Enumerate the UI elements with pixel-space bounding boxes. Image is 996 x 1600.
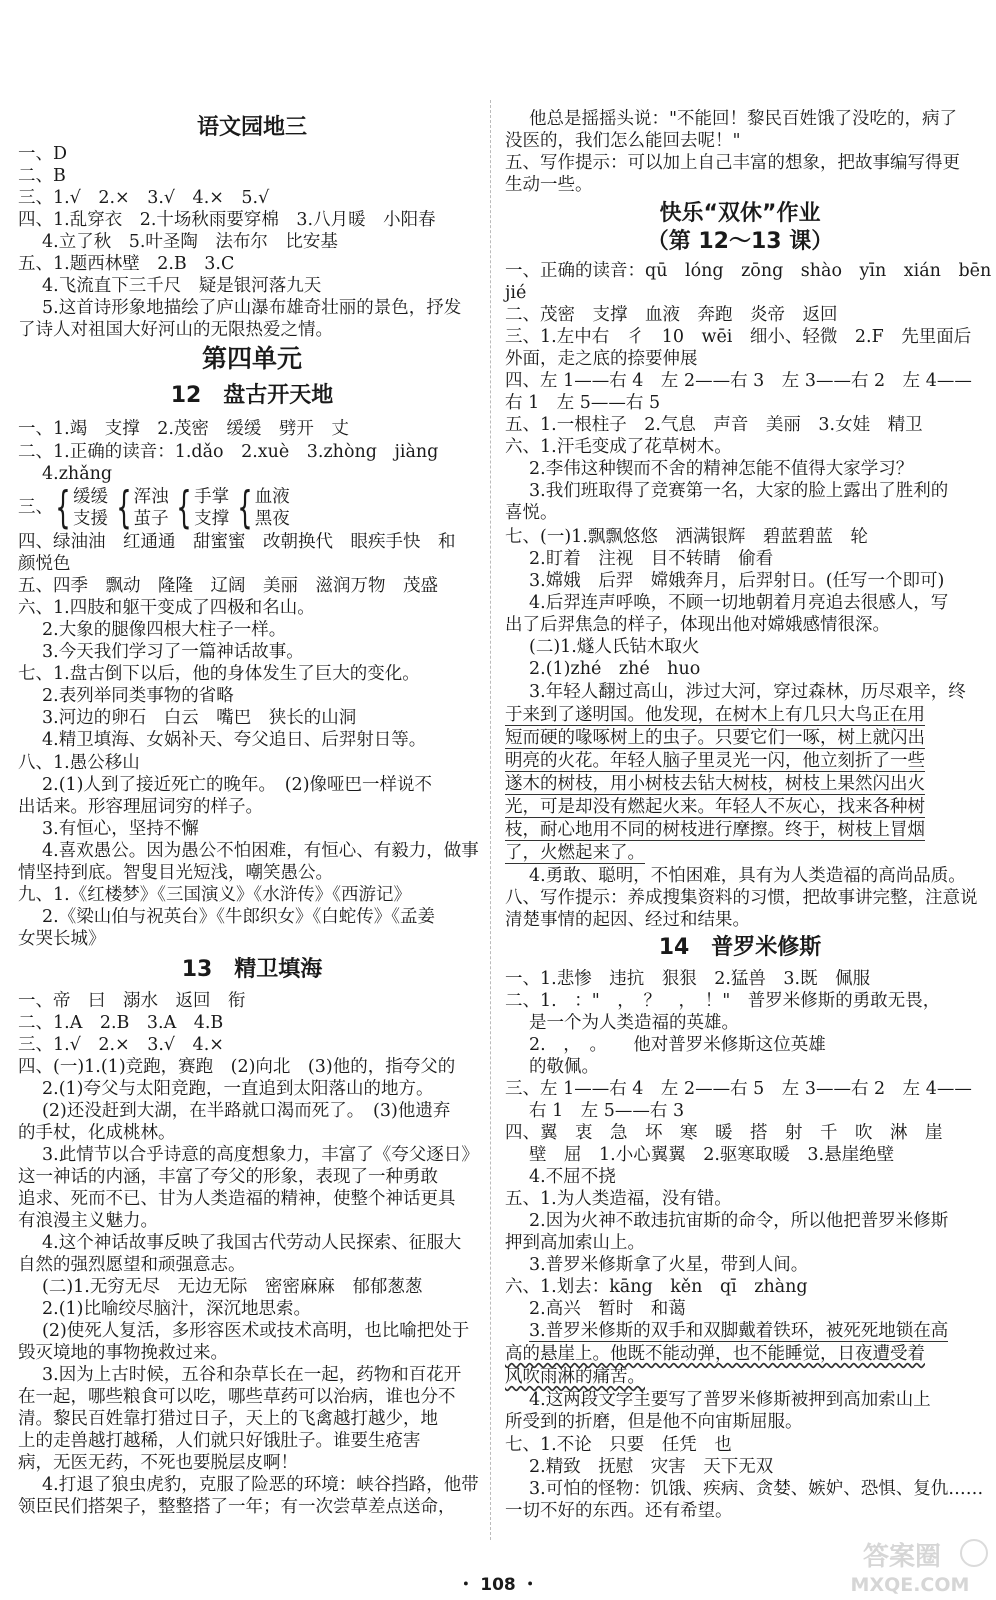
answer-line: 出了后羿焦急的样子，体现出他对嫦娥感情很深。 xyxy=(505,615,890,635)
answer-line: 3.此情节以合乎诗意的高度想象力，丰富了《夸父逐日》 xyxy=(42,1145,479,1165)
underlined-line: 了，火燃起来了。 xyxy=(505,843,645,863)
lesson-title: 12 盘古开天地 xyxy=(170,383,334,408)
answer-line: 二、B xyxy=(18,166,66,186)
answer-line: 追求、死而不已、甘为人类造福的精神，使整个神话更具 xyxy=(18,1189,456,1209)
answer-line: 是一个为人类造福的英雄。 xyxy=(529,1013,739,1033)
answer-line: 4.飞流直下三千尺 疑是银河落九天 xyxy=(42,276,322,296)
answer-line: 4.勇敢、聪明，不怕困难，具有为人类造福的高尚品质。 xyxy=(529,866,966,886)
word-pair: 缓缓 支援 xyxy=(73,487,108,529)
answer-line: 没医的，我们怎么能回去呢！" xyxy=(505,131,741,151)
answer-line: 七、1.盘古倒下以后，他的身体发生了巨大的变化。 xyxy=(18,664,420,684)
answer-line: 一、1.悲惨 违抗 狠狠 2.猛兽 3.既 佩服 xyxy=(505,969,871,989)
watermark-logo-icon xyxy=(830,1535,990,1597)
answer-line: 2.精致 抚慰 灾害 天下无双 xyxy=(529,1457,774,1477)
answer-line: 五、四季 飘动 隆隆 辽阔 美丽 滋润万物 茂盛 xyxy=(18,576,438,596)
answer-line: 3.有恒心，坚持不懈 xyxy=(42,819,199,839)
brace-icon: { xyxy=(237,482,253,533)
answer-line: 5.这首诗形象地描绘了庐山瀑布雄奇壮丽的景色，抒发 xyxy=(42,298,462,318)
answer-line: 女哭长城》 xyxy=(18,929,106,949)
answer-line: 二、1.A 2.B 3.A 4.B xyxy=(18,1013,224,1033)
answer-line: 出话来。形容理屈词穷的样子。 xyxy=(18,797,263,817)
answer-line: 2.盯着 注视 目不转睛 偷看 xyxy=(529,549,774,569)
answer-line: (2)还没赶到大湖，在半路就口渴而死了。 (3)他遗弃 xyxy=(42,1101,451,1121)
answer-line: 七、1.不论 只要 任凭 也 xyxy=(505,1435,732,1455)
answer-line: 四、翼 衷 急 坏 寒 暖 搭 射 千 吹 淋 崖 xyxy=(505,1123,943,1143)
answer-line: 2.(1)夸父与太阳竞跑，一直追到太阳落山的地方。 xyxy=(42,1079,434,1099)
unit-title: 第四单元 xyxy=(201,344,302,373)
answer-line: 三、左 1——右 4 左 2——右 5 左 3——右 2 左 4—— xyxy=(505,1079,972,1099)
answer-prefix: 三、 xyxy=(18,497,53,518)
answer-line: 上的走兽越打越稀，人们就只好饿肚子。谁要生疮害 xyxy=(18,1431,421,1451)
answer-line: 一、正确的读音：qū lóng zōng shào yīn xián bēn xyxy=(505,261,992,281)
answer-line: 六、1.汗毛变成了花草树木。 xyxy=(505,437,732,457)
answer-line: 生动一些。 xyxy=(505,175,593,195)
answer-line: 4.喜欢愚公。因为愚公不怕困难，有恒心、有毅力，做事 xyxy=(42,841,479,861)
answer-line: 3.我们班取得了竞赛第一名，大家的脸上露出了胜利的 xyxy=(529,481,949,501)
answer-line: 2.大象的腿像四根大柱子一样。 xyxy=(42,620,287,640)
column-divider xyxy=(490,100,491,1540)
answer-line: 的敬佩。 xyxy=(529,1057,599,1077)
answer-line: 四、(一)1.(1)竞跑，赛跑 (2)向北 (3)他的，指夸父的 xyxy=(18,1057,456,1077)
section-title: 快乐“双休”作业 xyxy=(659,201,821,226)
answer-line: 2.因为火神不敢违抗宙斯的命令，所以他把普罗米修斯 xyxy=(529,1211,949,1231)
word-pair: 浑浊 茧子 xyxy=(133,487,169,529)
answer-line: 毁灭境地的事物挽救过来。 xyxy=(18,1343,228,1363)
underlined-line: 于来到了遂明国。他发现，在树木上有几只大鸟正在用 xyxy=(505,705,925,725)
answer-line: 他总是摇摇头说："不能回！黎民百姓饿了没吃的，病了 xyxy=(529,109,958,129)
answer-line: 3.可怕的怪物：饥饿、疾病、贪婪、嫉妒、恐惧、复仇…… xyxy=(529,1479,984,1499)
answer-line: 五、1.题西林壁 2.B 3.C xyxy=(18,254,235,274)
answer-line: 八、1.愚公移山 xyxy=(18,753,140,773)
answer-line: 一、1.竭 支撑 2.茂密 缓缓 劈开 丈 xyxy=(18,419,349,439)
answer-line: 3.因为上古时候，五谷和杂草长在一起，药物和百花开 xyxy=(42,1365,462,1385)
answer-line: 二、1. ：" ， ？ ， ！" 普罗米修斯的勇敢无畏， xyxy=(505,991,941,1011)
answer-line: 4.打退了狼虫虎豹，克服了险恶的环境：峡谷挡路，他带 xyxy=(42,1475,479,1495)
answer-line: 2.表列举同类事物的省略 xyxy=(42,686,234,706)
answer-line: 3.普罗米修斯拿了火星，带到人间。 xyxy=(529,1255,809,1275)
lesson-title: 13 精卫填海 xyxy=(181,957,323,982)
answer-line: (二)1.无穷无尽 无边无际 密密麻麻 郁郁葱葱 xyxy=(42,1277,423,1297)
underlined-line: 短而硬的喙啄树上的虫子。只要它们一啄，树上就闪出 xyxy=(505,728,925,748)
answer-line: 一、D xyxy=(18,144,68,164)
answer-line: 情坚持到底。智叟目光短浅，嘲笑愚公。 xyxy=(18,863,333,883)
answer-line: 这一神话的内涵，丰富了夸父的形象，表现了一种勇敢 xyxy=(18,1167,438,1187)
answer-line: 2. ， 。 他对普罗米修斯这位英雄 xyxy=(529,1035,826,1055)
answer-line: 4.zhǎng xyxy=(42,464,113,484)
answer-line: 五、1.为人类造福，没有错。 xyxy=(505,1189,732,1209)
page-number: ・ 108 ・ xyxy=(457,1575,539,1595)
answer-line: 六、1.划去：kāng kěn qī zhàng xyxy=(505,1277,808,1297)
answer-line: 九、1.《红楼梦》《三国演义》《水浒传》《西游记》 xyxy=(18,885,411,905)
answer-line: (2)使死人复活，多形容医术或技术高明，也比喻把处于 xyxy=(42,1321,470,1341)
answer-line: 颜悦色 xyxy=(18,554,71,574)
answer-line: 一、帝 曰 溺水 返回 衔 xyxy=(18,991,246,1011)
answer-line: 八、写作提示：养成搜集资料的习惯，把故事讲完整，注意说 xyxy=(505,888,978,908)
answer-line: 四、1.乱穿衣 2.十场秋雨要穿棉 3.八月暖 小阳春 xyxy=(18,210,436,230)
answer-line: 4.立了秋 5.叶圣陶 法布尔 比安基 xyxy=(42,232,338,252)
section-title: 语文园地三 xyxy=(196,115,307,140)
answer-line: 壁 屈 1.小心翼翼 2.驱寒取暖 3.悬崖绝壁 xyxy=(529,1145,895,1165)
underlined-line: 遂木的树枝，用小树枝去钻大树枝，树枝上果然闪出火 xyxy=(505,774,925,794)
wavy-underlined-line: 风吹雨淋的痛苦。 xyxy=(505,1367,645,1387)
answer-line: 右 1 左 5——右 5 xyxy=(505,393,661,413)
word-pairs xyxy=(18,482,290,533)
answer-line: 三、1.左中右 彳 10 wēi 细小、轻微 2.F 先里面后 xyxy=(505,327,972,347)
answer-line: 押到高加索山上。 xyxy=(505,1233,645,1253)
brace-icon: { xyxy=(176,482,192,533)
wavy-underlined-line: 高的悬崖上。他既不能动弹，也不能睡觉，日夜遭受着 xyxy=(505,1344,925,1364)
answer-line: 3.今天我们学习了一篇神话故事。 xyxy=(42,642,304,662)
answer-line: 所受到的折磨，但是他不向宙斯屈服。 xyxy=(505,1412,803,1432)
answer-line: 2.《梁山伯与祝英台》《牛郎织女》《白蛇传》《孟姜 xyxy=(42,907,435,927)
answer-line: 2.高兴 暂时 和蔼 xyxy=(529,1299,686,1319)
answer-line: (二)1.燧人氏钻木取火 xyxy=(529,637,700,657)
answer-line: 的手杖，化成桃林。 xyxy=(18,1123,176,1143)
answer-line: 在一起，哪些粮食可以吃，哪些草药可以治病，谁也分不 xyxy=(18,1387,456,1407)
answer-line: 了诗人对祖国大好河山的无限热爱之情。 xyxy=(18,320,333,340)
answer-line: 清楚事情的起因、经过和结果。 xyxy=(505,910,750,930)
answer-line: 四、左 1——右 4 左 2——右 3 左 3——右 2 左 4—— xyxy=(505,371,972,391)
answer-line: 四、绿油油 红通通 甜蜜蜜 改朝换代 眼疾手快 和 xyxy=(18,532,456,552)
word-pair: 血液 黑夜 xyxy=(254,487,290,529)
answer-line: 2.李伟这种锲而不舍的精神怎能不值得大家学习？ xyxy=(529,459,914,479)
answer-line: 六、1.四肢和躯干变成了四极和名山。 xyxy=(18,598,315,618)
answer-line: 七、(一)1.飘飘悠悠 洒满银辉 碧蓝碧蓝 轮 xyxy=(505,527,868,547)
answer-line: 五、1.一根柱子 2.气息 声音 美丽 3.女娃 精卫 xyxy=(505,415,923,435)
answer-line: 4.后羿连声呼唤，不顾一切地朝着月亮追去很感人，写 xyxy=(529,593,949,613)
word-pair: 手掌 支撑 xyxy=(194,487,230,529)
answer-line: jié xyxy=(505,283,527,303)
answer-line: 3.嫦娥 后羿 嫦娥奔月，后羿射日。(任写一个即可) xyxy=(529,571,945,591)
answer-line: 自然的强烈愿望和顽强意志。 xyxy=(18,1255,246,1275)
answer-line: 4.不屈不挠 xyxy=(529,1167,616,1187)
brace-icon: { xyxy=(55,482,71,533)
answer-line: 3.河边的卵石 白云 嘴巴 狭长的山洞 xyxy=(42,708,357,728)
answer-line: 三、1.√ 2.× 3.√ 4.× xyxy=(18,1035,224,1055)
answer-line: 4.这个神话故事反映了我国古代劳动人民探索、征服大 xyxy=(42,1233,462,1253)
lesson-title: 14 普罗米修斯 xyxy=(658,935,822,960)
answer-line: 4.这两段文字主要写了普罗米修斯被押到高加索山上 xyxy=(529,1390,931,1410)
answer-line: 一切不好的东西。还有希望。 xyxy=(505,1501,733,1521)
answer-line: 领臣民们搭架子，整整搭了一年；有一次尝草差点送命， xyxy=(18,1497,456,1517)
answer-line: 有浪漫主义魅力。 xyxy=(18,1211,158,1231)
answer-line: 二、1.正确的读音：1.dǎo 2.xuè 3.zhòng jiàng xyxy=(18,442,439,462)
answer-line: 2.(1)比喻绞尽脑汁，深沉地思索。 xyxy=(42,1299,311,1319)
answer-line: 4.精卫填海、女娲补天、夸父追日、后羿射日等。 xyxy=(42,730,427,750)
underlined-line: 枝，耐心地用不同的树枝进行摩擦。终于，树枝上冒烟 xyxy=(505,820,925,840)
watermark-text: 答案圈 xyxy=(862,1542,942,1572)
watermark-url: MXQE.COM xyxy=(850,1574,970,1596)
underlined-line: 3.普罗米修斯的双手和双脚戴着铁环，被死死地锁在高 xyxy=(529,1321,949,1341)
answer-line: 2.(1)人到了接近死亡的晚年。 (2)像哑巴一样说不 xyxy=(42,775,433,795)
section-subtitle: （第 12～13 课） xyxy=(646,229,834,254)
answer-line: 二、茂密 支撑 血液 奔跑 炎帝 返回 xyxy=(505,305,838,325)
answer-line: 喜悦。 xyxy=(505,503,558,523)
underlined-line: 明亮的火花。年轻人脑子里灵光一闪，他立刻折了一些 xyxy=(505,751,925,771)
answer-line: 病，无医无药，不死也要脱层皮啊！ xyxy=(18,1453,298,1473)
answer-line: 右 1 左 5——右 3 xyxy=(529,1101,685,1121)
answer-line: 2.(1)zhé zhé huo xyxy=(529,659,701,679)
brace-icon: { xyxy=(115,482,132,533)
answer-line: 五、写作提示：可以加上自己丰富的想象，把故事编写得更 xyxy=(505,153,960,173)
answer-line: 三、1.√ 2.× 3.√ 4.× 5.√ xyxy=(18,188,270,208)
answer-line: 外面，走之底的捺要伸展 xyxy=(505,349,698,369)
answer-line: 清。黎民百姓靠打猎过日子，天上的飞禽越打越少，地 xyxy=(18,1409,438,1429)
answer-line: 3.年轻人翻过高山，涉过大河，穿过森林，历尽艰辛，终 xyxy=(529,682,966,702)
underlined-line: 光，可是却没有燃起火来。年轻人不灰心，找来各种树 xyxy=(505,797,925,817)
